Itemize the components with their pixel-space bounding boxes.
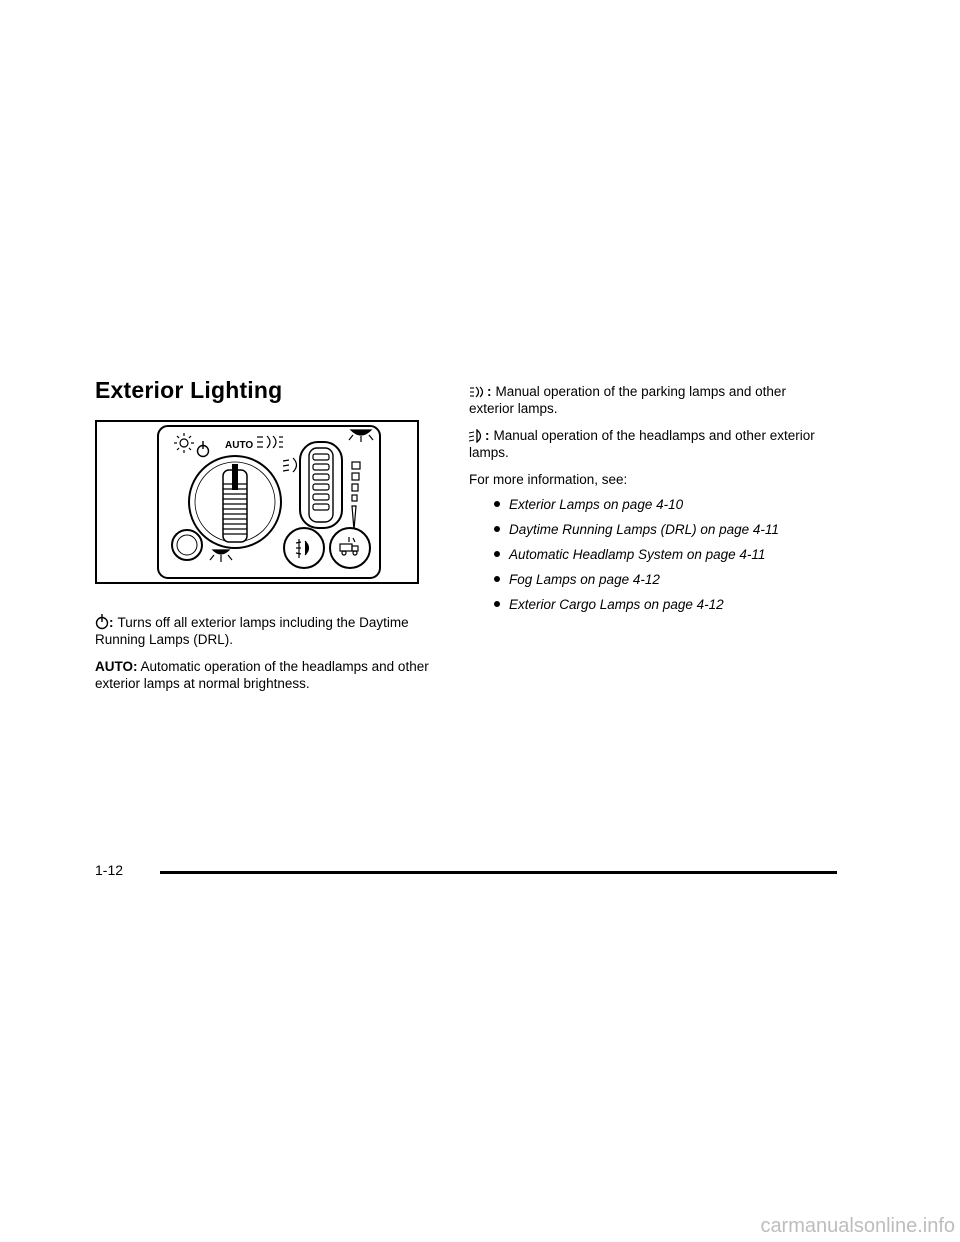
reference-link-auto-headlamp[interactable]: Automatic Headlamp System on page 4-11 <box>469 546 779 563</box>
reference-list <box>469 496 779 621</box>
page-number: 1-12 <box>95 862 124 878</box>
knob-pointer <box>232 464 238 490</box>
cargo-lamp-button <box>330 528 370 568</box>
auto-description: AUTO: Automatic operation of the headlamps and other exterior lamps at normal brightness. <box>95 659 429 691</box>
watermark: carmanualsonline.info <box>760 1215 955 1237</box>
reference-link-exterior-lamps[interactable]: Exterior Lamps on page 4-10 <box>469 496 779 513</box>
switch-panel-drawing <box>97 422 417 582</box>
fog-lamp-button <box>284 528 324 568</box>
power-off-icon <box>95 614 109 630</box>
more-info-text: For more information, see: <box>469 472 628 487</box>
reference-link-fog-lamps[interactable]: Fog Lamps on page 4-12 <box>469 571 779 588</box>
off-description: : Turns off all exterior lamps including the Daytime Running Lamps (DRL). <box>95 615 409 647</box>
parking-lamp-icon <box>469 385 487 399</box>
bullet <box>494 576 500 582</box>
reference-link-drl[interactable]: Daytime Running Lamps (DRL) on page 4-11 <box>469 521 779 538</box>
headlamp-icon <box>469 429 485 443</box>
bullet <box>494 526 500 532</box>
auto-term: AUTO: <box>95 659 138 674</box>
section-title: Exterior Lighting <box>95 377 283 403</box>
reference-link-cargo-lamps[interactable]: Exterior Cargo Lamps on page 4-12 <box>469 596 779 613</box>
bullet <box>494 601 500 607</box>
bullet <box>494 551 500 557</box>
parking-lamp-description: : Manual operation of the parking lamps and other exterior lamps. <box>469 384 786 416</box>
headlamp-switch-illustration <box>95 420 419 584</box>
headlamp-description: : Manual operation of the headlamps and other exterior lamps. <box>469 428 815 460</box>
footer-rule <box>160 871 837 874</box>
auto-label: AUTO <box>225 440 254 451</box>
bullet <box>494 501 500 507</box>
